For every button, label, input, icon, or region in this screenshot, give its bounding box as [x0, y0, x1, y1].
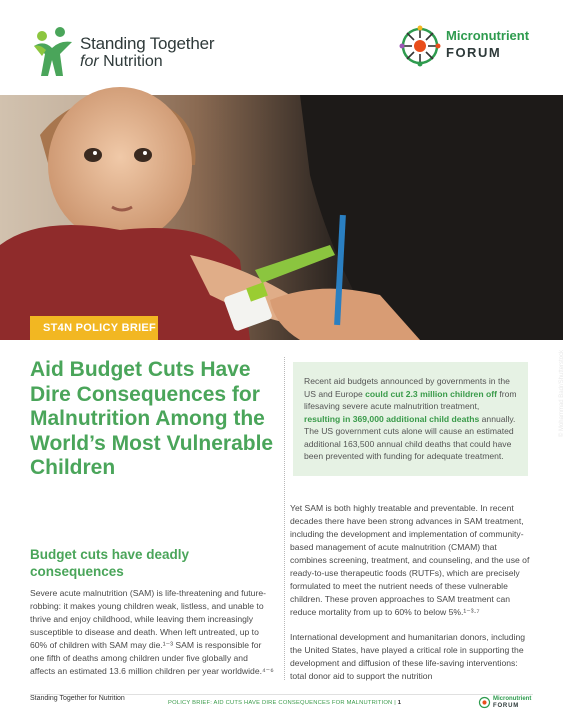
key-finding-callout: Recent aid budgets announced by governments in the US and Europe could cut 2.3 million children off from lifesaving severe acute malnutrition treatment, resulting in 369,000 additional child deaths annually. The US government cuts alone will cause an estimated additional 163,500 annual child deaths that could have been prevented with funding for adequate treatment. — [293, 362, 528, 476]
mnf-wheel-icon — [478, 696, 491, 709]
page-footer — [0, 692, 563, 712]
right-body-text — [290, 502, 534, 683]
callout-highlight: resulting in 369,000 additional child deaths — [304, 413, 480, 424]
footer-st4n-logo: Standing Together for Nutrition — [30, 695, 125, 702]
page-header — [0, 0, 563, 95]
paragraph: International development and humanitarian donors, including the United States, have played a critical role in supporting the development and diffusion of these life-saving interventions: total donor aid to support the nutrition — [290, 632, 526, 681]
st4n-name: Standing Together — [80, 34, 215, 53]
paragraph: Yet SAM is both highly treatable and preventable. In recent decades there have been strong advances in SAM treatment, including the development and implementation of community-based management of acute malnutrition (CMAM) that combines screening, treatment, and counseling, and the use of ready-to-use therapeutic foods (RUTFs), which are precisely formulated to meet the nutrient needs of these vulnerable children. These proven approaches to SAM treatment can reduce mortality from up to 60% to below 5%.¹⁻³·⁷ — [290, 503, 530, 617]
mnf-name: Micronutrient — [446, 28, 530, 43]
st4n-name-second-line: for Nutrition — [80, 53, 163, 70]
page-number: 1 — [397, 700, 402, 706]
mnf-forum: FORUM — [446, 45, 502, 60]
photo-credit: © Mohammad Badr/Shutterstock — [559, 350, 565, 438]
child-photo-illustration — [0, 95, 563, 340]
callout-highlight: could cut 2.3 million children off — [365, 388, 497, 399]
page-title: Aid Budget Cuts Have Dire Consequences for Malnutrition Among the World’s Most Vulnerable Children — [30, 358, 274, 479]
st4n-logo — [30, 26, 230, 78]
left-body-text: Severe acute malnutrition (SAM) is life-threatening and future-robbing: it makes young children weak, listless, and unable to thrive and enjoy childhood, while leaving them increasingly susceptible to disease and death. When left untreated, up to 60% of children with SAM may die.¹⁻³ SAM is responsible for one fifth of deaths among children under five globally and affects an estimated 13.6 million children per year worldwide.⁴⁻⁶ — [30, 588, 274, 676]
st4n-figure-icon — [30, 26, 76, 78]
footer-running-title: POLICY BRIEF: AID CUTS HAVE DIRE CONSEQUENCES FOR MALNUTRITION | 1 — [168, 700, 402, 706]
section-heading: Budget cuts have deadly consequences — [30, 547, 190, 579]
footer-mnf-logo: Micronutrient FORUM — [478, 696, 538, 710]
mnf-wheel-icon — [398, 24, 442, 68]
column-divider — [284, 357, 285, 680]
micronutrient-forum-logo — [398, 22, 538, 72]
policy-brief-tag: ST4N POLICY BRIEF — [30, 316, 158, 340]
